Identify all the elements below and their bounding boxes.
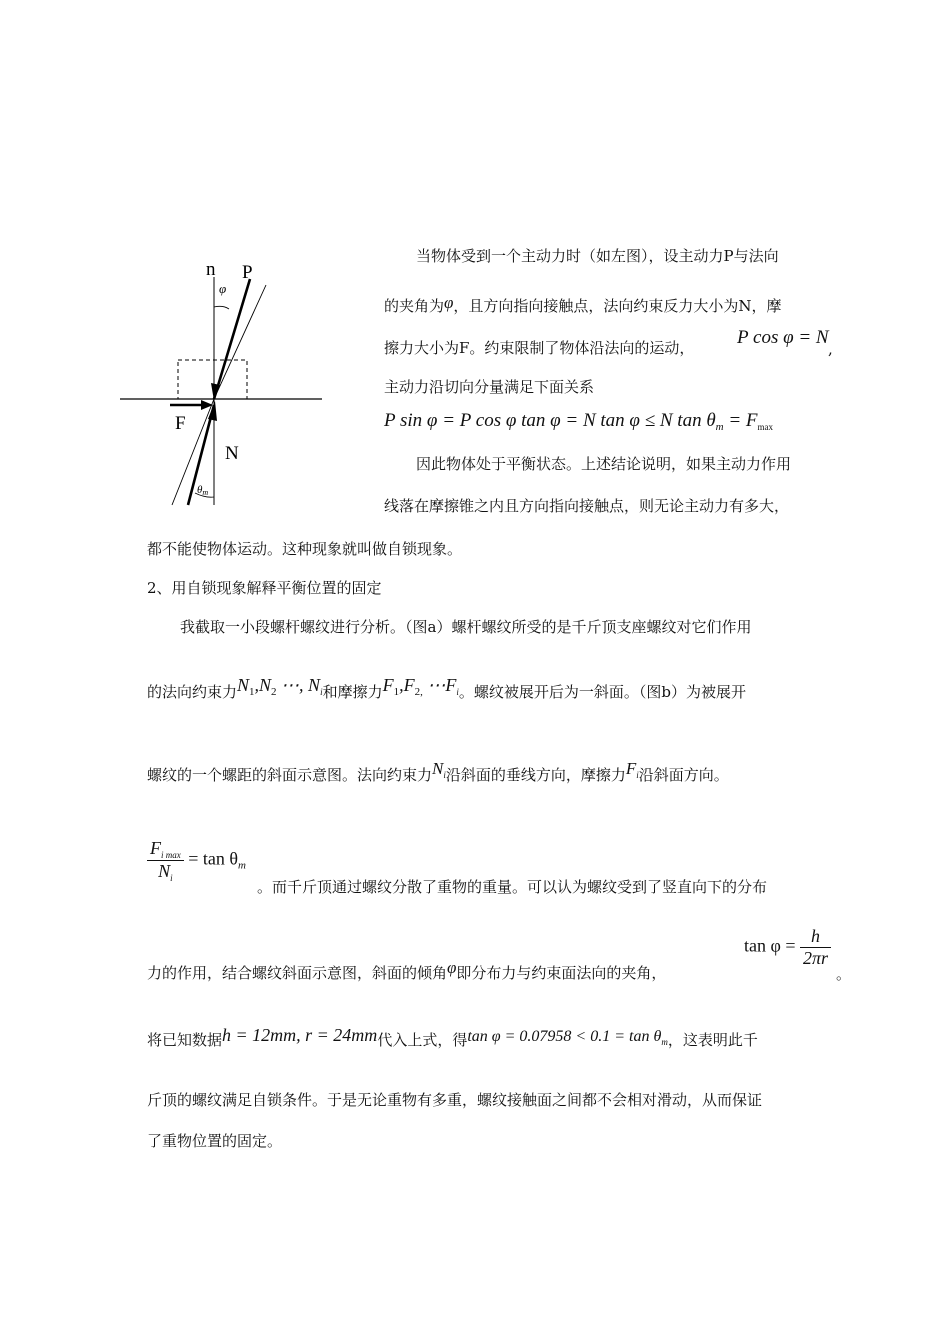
force-P-line	[214, 279, 250, 399]
phi-symbol-2: φ	[447, 958, 457, 977]
label-F: F	[175, 413, 186, 434]
friction-cone-figure	[115, 255, 330, 515]
formula-pcos-comma: ,	[828, 340, 833, 358]
section2-heading: 2、用自锁现象解释平衡位置的固定	[147, 579, 382, 597]
cone-line-upper	[214, 285, 266, 399]
label-n: n	[206, 259, 216, 280]
para4-line2: 力的作用，结合螺纹斜面示意图，斜面的倾角φ即分布力与约束面法向的夹角，	[147, 958, 667, 982]
para3-line1: 我截取一小段螺杆螺纹进行分析。（图a）螺杆螺纹所受的是千斤顶支座螺纹对它们作用	[180, 618, 752, 636]
para3-line2: 的法向约束力$N_1,N_2$ ⋯, $N_i$和摩擦力$F_1,F_{2,}$ $\cdots F_i$。螺纹被展开后为一斜面。（图b）为被展开	[147, 675, 746, 701]
tan-result: $\tan \varphi = 0.07958 < 0.1 = \tan \theta_m$	[467, 1028, 668, 1047]
para4-line4: 斤顶的螺纹满足自锁条件。于是无论重物有多重，螺纹接触面之间都不会相对滑动，从而保证	[147, 1091, 763, 1109]
para4-line3: 将已知数据h = 12mm, r = 24mm代入上式，得$\tan \varphi = 0.07958 < 0.1 = \tan \theta_m$，这表明此千	[147, 1025, 758, 1049]
para2-line1: 因此物体处于平衡状态。上述结论说明，如果主动力作用	[416, 455, 792, 473]
para1-line2: 的夹角为φ，且方向指向接触点，法向约束反力大小为N，摩	[384, 293, 782, 315]
para3-line3: 螺纹的一个螺距的斜面示意图。法向约束力$N_i$沿斜面的垂线方向，摩擦力$F_i$沿斜面方向。	[147, 759, 729, 784]
Ni-symbol: $N_i$	[432, 759, 446, 780]
dashed-block	[178, 360, 247, 399]
label-phi: φ	[219, 281, 227, 296]
para4-line2-end: 。	[836, 965, 852, 983]
F-list: $F_1,F_{2,}$ $\cdots F_i$	[382, 675, 459, 698]
formula-friction-ratio: $\frac{F_{i max}}{N_i}$ = $\tan \theta_m$	[147, 838, 246, 883]
para1-line4: 主动力沿切向分量满足下面关系	[384, 378, 595, 396]
N-list: $N_1,N_2$ ⋯, $N_i$	[237, 675, 323, 698]
para4-line1: 。而千斤顶通过螺纹分散了重物的重量。可以认为螺纹受到了竖直向下的分布	[257, 878, 768, 896]
label-P: P	[242, 262, 253, 283]
formula-main-chain: P sin φ = P cos φ tan φ = N tan φ ≤ N $\tan \theta_m = F_{max}$	[384, 410, 774, 433]
para2-line2: 线落在摩擦锥之内且方向指向接触点，则无论主动力有多大，	[384, 497, 790, 515]
para4-line5: 了重物位置的固定。	[147, 1132, 283, 1150]
label-theta: θm	[197, 484, 209, 497]
para1-line1: 当物体受到一个主动力时（如左图），设主动力P与法向	[416, 247, 779, 265]
formula-tan-phi: tan φ = $\frac{h}{2\pi r}$	[744, 926, 831, 969]
para2-line3: 都不能使物体运动。这种现象就叫做自锁现象。	[147, 540, 463, 558]
data-values: h = 12mm, r = 24mm	[222, 1025, 378, 1045]
label-N: N	[225, 443, 239, 464]
phi-symbol: φ	[444, 293, 454, 312]
para1-line3: 擦力大小为F。约束限制了物体沿法向的运动，	[384, 339, 695, 357]
formula-pcos: P cos φ = N	[737, 327, 829, 348]
phi-arc	[214, 306, 229, 309]
force-F-arrowhead	[201, 400, 213, 410]
Fi-symbol: $F_i$	[625, 759, 639, 780]
